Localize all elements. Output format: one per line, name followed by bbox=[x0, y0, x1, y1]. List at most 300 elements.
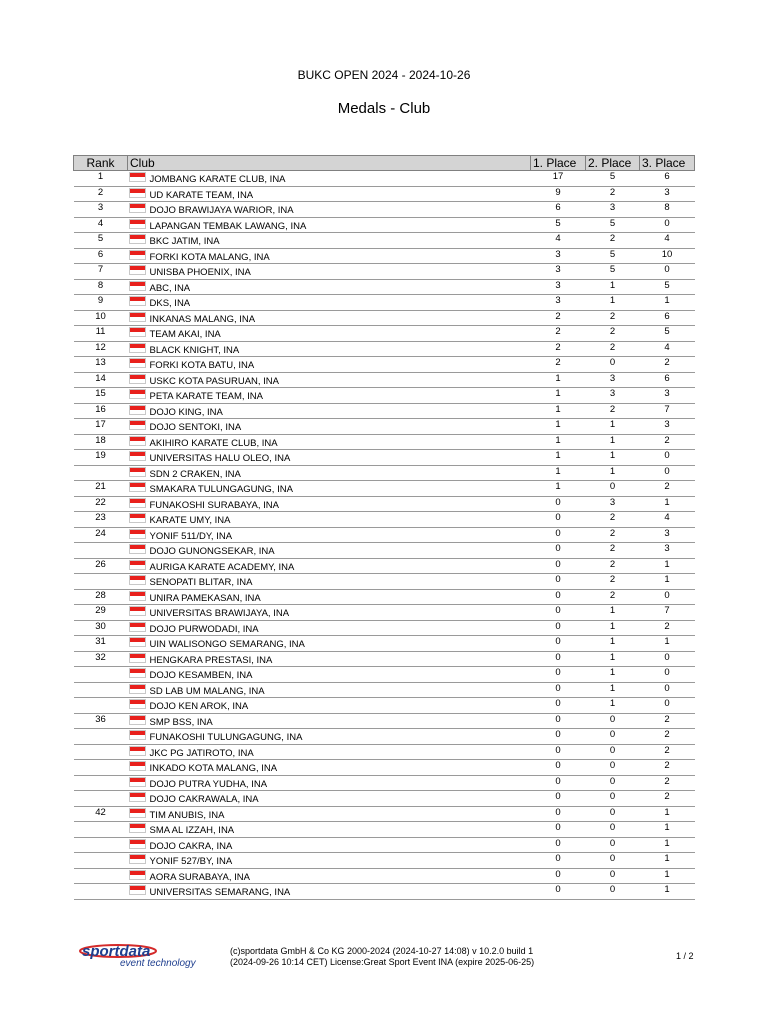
indonesia-flag-icon bbox=[129, 839, 146, 849]
table-row bbox=[74, 295, 695, 311]
table-row bbox=[74, 527, 695, 543]
rank-cell bbox=[74, 791, 128, 807]
table-row bbox=[74, 279, 695, 295]
club-name: DKS, INA bbox=[149, 298, 191, 309]
indonesia-flag-icon bbox=[129, 358, 146, 368]
rank-cell bbox=[74, 775, 128, 791]
second-place-cell: 0 bbox=[586, 884, 640, 900]
indonesia-flag-icon bbox=[129, 684, 146, 694]
club-cell bbox=[128, 264, 531, 280]
club-name: SENOPATI BLITAR, INA bbox=[149, 577, 253, 588]
club-name: AORA SURABAYA, INA bbox=[149, 871, 250, 883]
club-cell bbox=[128, 791, 531, 807]
second-place-cell: 0 bbox=[586, 481, 640, 497]
club-cell bbox=[128, 403, 531, 419]
rank-cell: 42 bbox=[74, 806, 128, 822]
rank-cell: 30 bbox=[74, 620, 128, 636]
third-place-cell: 3 bbox=[640, 388, 695, 404]
club-cell bbox=[128, 651, 531, 667]
club-cell bbox=[128, 202, 531, 218]
rank-cell: 4 bbox=[74, 217, 128, 233]
first-place-cell: 17 bbox=[531, 171, 586, 187]
indonesia-flag-icon bbox=[129, 281, 146, 291]
third-place-header: 3. Place bbox=[640, 156, 695, 171]
second-place-cell: 1 bbox=[586, 698, 640, 714]
third-place-cell: 0 bbox=[640, 651, 695, 667]
second-place-cell: 3 bbox=[586, 372, 640, 388]
second-place-cell: 2 bbox=[586, 589, 640, 605]
second-place-cell: 1 bbox=[586, 667, 640, 683]
indonesia-flag-icon bbox=[129, 591, 146, 601]
rank-cell bbox=[74, 574, 128, 590]
logo-subtext: event technology bbox=[120, 958, 196, 968]
indonesia-flag-icon bbox=[129, 560, 146, 570]
indonesia-flag-icon bbox=[129, 668, 146, 678]
third-place-cell: 1 bbox=[640, 574, 695, 590]
first-place-cell: 0 bbox=[531, 744, 586, 760]
rank-cell: 18 bbox=[74, 434, 128, 450]
first-place-cell: 1 bbox=[531, 372, 586, 388]
second-place-cell: 1 bbox=[586, 450, 640, 466]
table-row bbox=[74, 233, 695, 249]
third-place-cell: 4 bbox=[640, 233, 695, 249]
first-place-cell: 0 bbox=[531, 682, 586, 698]
rank-cell bbox=[74, 853, 128, 869]
indonesia-flag-icon bbox=[129, 451, 146, 461]
first-place-cell: 0 bbox=[531, 760, 586, 776]
indonesia-flag-icon bbox=[129, 234, 146, 244]
second-place-cell: 2 bbox=[586, 558, 640, 574]
club-name: JOMBANG KARATE CLUB, INA bbox=[149, 174, 286, 185]
third-place-cell: 2 bbox=[640, 729, 695, 745]
third-place-cell: 1 bbox=[640, 884, 695, 900]
indonesia-flag-icon bbox=[129, 575, 146, 585]
rank-cell bbox=[74, 682, 128, 698]
indonesia-flag-icon bbox=[129, 203, 146, 213]
indonesia-flag-icon bbox=[129, 637, 146, 647]
footer-line-2: (2024-09-26 10:14 CET) License:Great Sport Event INA (expire 2025-06-25) bbox=[230, 957, 535, 967]
club-cell bbox=[128, 481, 531, 497]
first-place-cell: 0 bbox=[531, 512, 586, 528]
club-name: FUNAKOSHI TULUNGAGUNG, INA bbox=[149, 732, 303, 743]
second-place-cell: 1 bbox=[586, 465, 640, 481]
first-place-cell: 0 bbox=[531, 806, 586, 822]
club-cell bbox=[128, 295, 531, 311]
club-name: UNIRA PAMEKASAN, INA bbox=[149, 592, 261, 604]
table-row bbox=[74, 481, 695, 497]
indonesia-flag-icon bbox=[129, 544, 146, 554]
indonesia-flag-icon bbox=[129, 730, 146, 740]
first-place-cell: 1 bbox=[531, 465, 586, 481]
club-name: UD KARATE TEAM, INA bbox=[149, 189, 254, 201]
club-name: SD LAB UM MALANG, INA bbox=[149, 685, 265, 697]
club-name: YONIF 511/DY, INA bbox=[149, 530, 233, 542]
club-name: USKC KOTA PASURUAN, INA bbox=[149, 375, 280, 387]
indonesia-flag-icon bbox=[129, 250, 146, 260]
indonesia-flag-icon bbox=[129, 467, 146, 477]
table-row bbox=[74, 574, 695, 590]
indonesia-flag-icon bbox=[129, 854, 146, 864]
second-place-cell: 2 bbox=[586, 326, 640, 342]
club-cell bbox=[128, 729, 531, 745]
table-row bbox=[74, 791, 695, 807]
rank-cell bbox=[74, 822, 128, 838]
first-place-cell: 2 bbox=[531, 326, 586, 342]
rank-cell: 10 bbox=[74, 310, 128, 326]
first-place-cell: 3 bbox=[531, 264, 586, 280]
club-cell bbox=[128, 760, 531, 776]
club-cell bbox=[128, 372, 531, 388]
third-place-cell: 0 bbox=[640, 667, 695, 683]
first-place-cell: 0 bbox=[531, 791, 586, 807]
first-place-cell: 5 bbox=[531, 217, 586, 233]
indonesia-flag-icon bbox=[129, 885, 146, 895]
indonesia-flag-icon bbox=[129, 296, 146, 306]
rank-cell: 16 bbox=[74, 403, 128, 419]
indonesia-flag-icon bbox=[129, 529, 146, 539]
club-cell bbox=[128, 589, 531, 605]
club-name: SDN 2 CRAKEN, INA bbox=[149, 468, 241, 480]
second-place-cell: 2 bbox=[586, 403, 640, 419]
indonesia-flag-icon bbox=[129, 405, 146, 415]
club-cell bbox=[128, 171, 531, 187]
second-place-cell: 1 bbox=[586, 605, 640, 621]
third-place-cell: 0 bbox=[640, 450, 695, 466]
first-place-cell: 0 bbox=[531, 636, 586, 652]
event-title: BUKC OPEN 2024 - 2024-10-26 bbox=[297, 68, 471, 82]
club-cell bbox=[128, 806, 531, 822]
rank-cell: 19 bbox=[74, 450, 128, 466]
club-name: UNISBA PHOENIX, INA bbox=[149, 267, 251, 278]
second-place-header: 2. Place bbox=[586, 156, 640, 171]
club-cell bbox=[128, 558, 531, 574]
third-place-cell: 2 bbox=[640, 760, 695, 776]
third-place-cell: 0 bbox=[640, 589, 695, 605]
first-place-cell: 0 bbox=[531, 558, 586, 574]
third-place-cell: 6 bbox=[640, 171, 695, 187]
club-name: DOJO SENTOKI, INA bbox=[149, 422, 242, 433]
first-place-cell: 2 bbox=[531, 310, 586, 326]
club-cell bbox=[128, 450, 531, 466]
third-place-cell: 3 bbox=[640, 543, 695, 559]
first-place-cell: 2 bbox=[531, 341, 586, 357]
club-cell bbox=[128, 620, 531, 636]
indonesia-flag-icon bbox=[129, 715, 146, 725]
table-row bbox=[74, 682, 695, 698]
third-place-cell: 1 bbox=[640, 822, 695, 838]
rank-cell bbox=[74, 744, 128, 760]
indonesia-flag-icon bbox=[129, 777, 146, 787]
club-name: FORKI KOTA MALANG, INA bbox=[149, 251, 270, 263]
third-place-cell: 2 bbox=[640, 744, 695, 760]
second-place-cell: 1 bbox=[586, 419, 640, 435]
second-place-cell: 2 bbox=[586, 512, 640, 528]
indonesia-flag-icon bbox=[129, 808, 146, 818]
rank-cell: 1 bbox=[74, 171, 128, 187]
second-place-cell: 1 bbox=[586, 651, 640, 667]
third-place-cell: 2 bbox=[640, 713, 695, 729]
rank-cell: 28 bbox=[74, 589, 128, 605]
table-row bbox=[74, 403, 695, 419]
third-place-cell: 0 bbox=[640, 682, 695, 698]
first-place-cell: 0 bbox=[531, 605, 586, 621]
indonesia-flag-icon bbox=[129, 265, 146, 275]
first-place-cell: 0 bbox=[531, 620, 586, 636]
club-cell bbox=[128, 326, 531, 342]
table-row bbox=[74, 543, 695, 559]
second-place-cell: 0 bbox=[586, 822, 640, 838]
club-name: SMA AL IZZAH, INA bbox=[149, 825, 235, 836]
second-place-cell: 1 bbox=[586, 279, 640, 295]
table-row bbox=[74, 744, 695, 760]
third-place-cell: 0 bbox=[640, 264, 695, 280]
indonesia-flag-icon bbox=[129, 498, 146, 508]
indonesia-flag-icon bbox=[129, 513, 146, 523]
club-name: SMAKARA TULUNGAGUNG, INA bbox=[149, 484, 293, 495]
rank-cell: 6 bbox=[74, 248, 128, 264]
first-place-cell: 3 bbox=[531, 248, 586, 264]
rank-cell: 9 bbox=[74, 295, 128, 311]
first-place-cell: 0 bbox=[531, 574, 586, 590]
second-place-cell: 2 bbox=[586, 341, 640, 357]
first-place-cell: 2 bbox=[531, 357, 586, 373]
rank-cell: 15 bbox=[74, 388, 128, 404]
second-place-cell: 2 bbox=[586, 527, 640, 543]
third-place-cell: 2 bbox=[640, 620, 695, 636]
third-place-cell: 6 bbox=[640, 372, 695, 388]
first-place-cell: 9 bbox=[531, 186, 586, 202]
club-cell bbox=[128, 853, 531, 869]
third-place-cell: 2 bbox=[640, 357, 695, 373]
club-name: INKADO KOTA MALANG, INA bbox=[149, 763, 278, 774]
table-row bbox=[74, 372, 695, 388]
first-place-header: 1. Place bbox=[531, 156, 586, 171]
indonesia-flag-icon bbox=[129, 172, 146, 182]
indonesia-flag-icon bbox=[129, 699, 146, 709]
table-row bbox=[74, 698, 695, 714]
table-row bbox=[74, 171, 695, 187]
club-name: PETA KARATE TEAM, INA bbox=[149, 391, 263, 402]
second-place-cell: 0 bbox=[586, 713, 640, 729]
indonesia-flag-icon bbox=[129, 436, 146, 446]
rank-cell: 7 bbox=[74, 264, 128, 280]
table-row bbox=[74, 512, 695, 528]
third-place-cell: 7 bbox=[640, 403, 695, 419]
club-name: HENGKARA PRESTASI, INA bbox=[149, 654, 273, 666]
club-name: KARATE UMY, INA bbox=[149, 515, 231, 526]
rank-cell: 12 bbox=[74, 341, 128, 357]
rank-cell: 3 bbox=[74, 202, 128, 218]
second-place-cell: 5 bbox=[586, 264, 640, 280]
club-cell bbox=[128, 744, 531, 760]
third-place-cell: 7 bbox=[640, 605, 695, 621]
club-cell bbox=[128, 341, 531, 357]
second-place-cell: 0 bbox=[586, 868, 640, 884]
club-name: DOJO PURWODADI, INA bbox=[149, 623, 259, 635]
first-place-cell: 6 bbox=[531, 202, 586, 218]
first-place-cell: 0 bbox=[531, 868, 586, 884]
rank-cell: 17 bbox=[74, 419, 128, 435]
club-cell bbox=[128, 868, 531, 884]
second-place-cell: 5 bbox=[586, 248, 640, 264]
table-row bbox=[74, 775, 695, 791]
first-place-cell: 0 bbox=[531, 775, 586, 791]
table-row bbox=[74, 729, 695, 745]
club-cell bbox=[128, 512, 531, 528]
rank-cell bbox=[74, 667, 128, 683]
rank-cell bbox=[74, 543, 128, 559]
club-cell bbox=[128, 186, 531, 202]
third-place-cell: 1 bbox=[640, 295, 695, 311]
page-number: 1 / 2 bbox=[676, 951, 694, 961]
second-place-cell: 0 bbox=[586, 837, 640, 853]
club-name: FORKI KOTA BATU, INA bbox=[149, 360, 255, 371]
rank-cell: 24 bbox=[74, 527, 128, 543]
second-place-cell: 1 bbox=[586, 682, 640, 698]
second-place-cell: 1 bbox=[586, 295, 640, 311]
club-cell bbox=[128, 822, 531, 838]
indonesia-flag-icon bbox=[129, 622, 146, 632]
page-subtitle: Medals - Club bbox=[337, 100, 431, 117]
first-place-cell: 0 bbox=[531, 667, 586, 683]
third-place-cell: 3 bbox=[640, 527, 695, 543]
club-cell bbox=[128, 496, 531, 512]
table-row bbox=[74, 589, 695, 605]
third-place-cell: 0 bbox=[640, 698, 695, 714]
club-name: DOJO BRAWIJAYA WARIOR, INA bbox=[149, 205, 294, 216]
club-cell bbox=[128, 884, 531, 900]
table-row bbox=[74, 264, 695, 280]
rank-cell bbox=[74, 837, 128, 853]
third-place-cell: 1 bbox=[640, 868, 695, 884]
table-row bbox=[74, 217, 695, 233]
second-place-cell: 3 bbox=[586, 388, 640, 404]
table-row bbox=[74, 326, 695, 342]
second-place-cell: 1 bbox=[586, 636, 640, 652]
indonesia-flag-icon bbox=[129, 312, 146, 322]
footer-text bbox=[230, 946, 534, 968]
second-place-cell: 2 bbox=[586, 543, 640, 559]
table-row bbox=[74, 713, 695, 729]
club-cell bbox=[128, 775, 531, 791]
first-place-cell: 1 bbox=[531, 419, 586, 435]
first-place-cell: 0 bbox=[531, 837, 586, 853]
third-place-cell: 3 bbox=[640, 186, 695, 202]
first-place-cell: 0 bbox=[531, 884, 586, 900]
indonesia-flag-icon bbox=[129, 823, 146, 833]
indonesia-flag-icon bbox=[129, 870, 146, 880]
third-place-cell: 1 bbox=[640, 496, 695, 512]
club-cell bbox=[128, 605, 531, 621]
table-row bbox=[74, 837, 695, 853]
table-row bbox=[74, 310, 695, 326]
first-place-cell: 1 bbox=[531, 434, 586, 450]
club-cell bbox=[128, 682, 531, 698]
table-row bbox=[74, 496, 695, 512]
club-name: LAPANGAN TEMBAK LAWANG, INA bbox=[149, 220, 307, 232]
first-place-cell: 0 bbox=[531, 496, 586, 512]
rank-cell bbox=[74, 760, 128, 776]
club-cell bbox=[128, 388, 531, 404]
third-place-cell: 1 bbox=[640, 558, 695, 574]
indonesia-flag-icon bbox=[129, 343, 146, 353]
club-name: DOJO KESAMBEN, INA bbox=[149, 670, 253, 681]
rank-cell bbox=[74, 698, 128, 714]
club-name: UNIVERSITAS SEMARANG, INA bbox=[149, 887, 291, 898]
club-header: Club bbox=[128, 156, 531, 171]
first-place-cell: 3 bbox=[531, 295, 586, 311]
second-place-cell: 2 bbox=[586, 233, 640, 249]
third-place-cell: 4 bbox=[640, 341, 695, 357]
rank-cell: 29 bbox=[74, 605, 128, 621]
club-name: JKC PG JATIROTO, INA bbox=[149, 747, 254, 759]
third-place-cell: 2 bbox=[640, 775, 695, 791]
table-row bbox=[74, 186, 695, 202]
second-place-cell: 2 bbox=[586, 574, 640, 590]
table-row bbox=[74, 605, 695, 621]
rank-cell: 2 bbox=[74, 186, 128, 202]
club-name: DOJO PUTRA YUDHA, INA bbox=[149, 778, 268, 790]
club-name: SMP BSS, INA bbox=[149, 716, 213, 728]
third-place-cell: 3 bbox=[640, 419, 695, 435]
indonesia-flag-icon bbox=[129, 606, 146, 616]
club-name: BKC JATIM, INA bbox=[149, 236, 220, 247]
third-place-cell: 2 bbox=[640, 481, 695, 497]
rank-cell: 21 bbox=[74, 481, 128, 497]
rank-header: Rank bbox=[74, 156, 128, 171]
third-place-cell: 0 bbox=[640, 465, 695, 481]
first-place-cell: 1 bbox=[531, 388, 586, 404]
club-cell bbox=[128, 217, 531, 233]
second-place-cell: 2 bbox=[586, 186, 640, 202]
club-cell bbox=[128, 233, 531, 249]
club-cell bbox=[128, 698, 531, 714]
table-row bbox=[74, 357, 695, 373]
indonesia-flag-icon bbox=[129, 219, 146, 229]
rank-cell: 5 bbox=[74, 233, 128, 249]
table-row bbox=[74, 822, 695, 838]
third-place-cell: 5 bbox=[640, 326, 695, 342]
table-row bbox=[74, 620, 695, 636]
rank-cell bbox=[74, 729, 128, 745]
first-place-cell: 0 bbox=[531, 543, 586, 559]
first-place-cell: 0 bbox=[531, 651, 586, 667]
rank-cell: 26 bbox=[74, 558, 128, 574]
second-place-cell: 0 bbox=[586, 775, 640, 791]
first-place-cell: 0 bbox=[531, 527, 586, 543]
club-name: UNIVERSITAS BRAWIJAYA, INA bbox=[149, 608, 290, 619]
club-cell bbox=[128, 636, 531, 652]
first-place-cell: 1 bbox=[531, 481, 586, 497]
indonesia-flag-icon bbox=[129, 761, 146, 771]
indonesia-flag-icon bbox=[129, 420, 146, 430]
club-cell bbox=[128, 434, 531, 450]
rank-cell: 13 bbox=[74, 357, 128, 373]
club-cell bbox=[128, 713, 531, 729]
rank-cell: 11 bbox=[74, 326, 128, 342]
table-row bbox=[74, 465, 695, 481]
indonesia-flag-icon bbox=[129, 188, 146, 198]
first-place-cell: 0 bbox=[531, 589, 586, 605]
table-row bbox=[74, 651, 695, 667]
second-place-cell: 0 bbox=[586, 806, 640, 822]
club-cell bbox=[128, 248, 531, 264]
rank-cell bbox=[74, 884, 128, 900]
club-name: DOJO CAKRAWALA, INA bbox=[149, 794, 259, 805]
medals-table bbox=[73, 155, 695, 900]
rank-cell bbox=[74, 465, 128, 481]
indonesia-flag-icon bbox=[129, 389, 146, 399]
